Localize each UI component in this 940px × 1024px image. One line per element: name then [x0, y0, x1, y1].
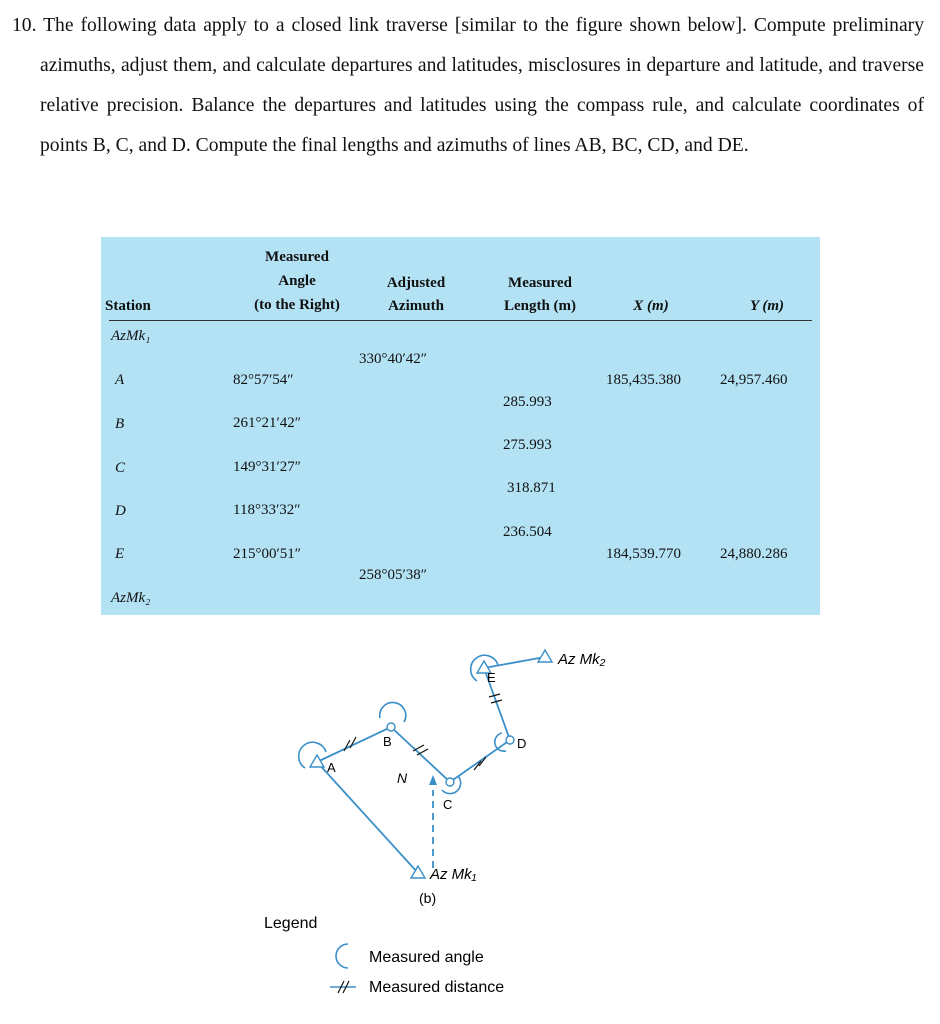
azimuth-azmk1-a: 330°40′42″ — [359, 351, 428, 367]
legend-angle-label: Measured angle — [369, 949, 484, 966]
length-bc: 275.993 — [503, 437, 552, 453]
station-b-circle-icon — [387, 723, 395, 731]
traverse-lines — [317, 657, 545, 873]
station-d: D — [115, 503, 126, 519]
angle-b: 261°21′42″ — [233, 415, 302, 431]
station-a: A — [115, 372, 125, 388]
station-c-circle-icon — [446, 778, 454, 786]
header-angle-line3: (to the Right) — [254, 297, 340, 313]
angle-arc-d — [495, 733, 506, 751]
legend-distance-label: Measured distance — [369, 979, 505, 996]
label-azmk1: Az Mk₁ — [430, 866, 477, 883]
label-b: B — [383, 734, 392, 749]
label-azmk2: Az Mk₂ — [558, 651, 606, 668]
header-x: X (m) — [633, 298, 669, 314]
legend-title: Legend — [264, 915, 318, 932]
label-north: N — [397, 770, 408, 786]
header-y: Y (m) — [749, 298, 784, 314]
coord-a-y: 24,957.460 — [720, 372, 788, 388]
angle-d: 118°33′32″ — [233, 502, 301, 518]
header-length-line1: Measured — [508, 275, 572, 291]
header-angle-line1: Measured — [265, 249, 329, 265]
header-angle-line2: Angle — [278, 273, 316, 289]
angle-a: 82°57′54″ — [233, 372, 294, 388]
header-azimuth-line2: Azimuth — [388, 298, 444, 314]
station-d-circle-icon — [506, 736, 514, 744]
station-c: C — [115, 460, 126, 476]
label-c: C — [443, 797, 453, 812]
coord-e-y: 24,880.286 — [720, 546, 788, 562]
legend-distance-icon — [330, 981, 356, 993]
station-b: B — [115, 416, 125, 432]
label-e: E — [487, 670, 496, 685]
north-arrow-icon — [429, 775, 437, 785]
station-a-triangle-icon — [310, 755, 324, 767]
angle-arc-b — [380, 702, 406, 722]
problem-text — [12, 6, 924, 166]
problem-body: The following data apply to a closed link traverse [similar to the figure shown below]. Compute preliminary azimuths, adjust them, and calculate departures and latitudes, misclosures in departure and latitude, and traverse relative precision. Balance the departures and latitudes using the compass rule, and calculate coordinates of points B, C, and D. Compute the final lengths and azimuths of lines AB, BC, CD, and DE. — [40, 15, 924, 156]
azmk2-triangle-icon — [538, 650, 552, 662]
angle-c: 149°31′27″ — [233, 459, 302, 475]
traverse-figure — [0, 620, 940, 1024]
station-azmk2: AzMk₂ — [111, 590, 151, 606]
label-d: D — [517, 736, 527, 751]
station-e: E — [115, 546, 125, 562]
tick-ab-1 — [344, 740, 350, 751]
line-ab — [317, 727, 391, 762]
problem-number: 10. — [12, 15, 37, 36]
coord-e-x: 184,539.770 — [606, 546, 681, 562]
angle-e: 215°00′51″ — [233, 546, 302, 562]
station-azmk1: AzMk₁ — [111, 328, 151, 344]
header-azimuth-line1: Adjusted — [386, 275, 446, 291]
azimuth-e-azmk2: 258°05′38″ — [359, 567, 428, 583]
length-ab: 285.993 — [503, 394, 552, 410]
line-cd — [450, 740, 510, 782]
length-cd: 318.871 — [507, 480, 556, 496]
header-station: Station — [105, 298, 151, 314]
tick-ab-2 — [350, 737, 356, 748]
coord-a-x: 185,435.380 — [606, 372, 681, 388]
length-de: 236.504 — [503, 524, 552, 540]
distance-ticks — [344, 694, 502, 770]
header-length-line2: Length (m) — [503, 298, 577, 314]
traverse-data-table — [101, 237, 820, 615]
problem-statement — [12, 6, 924, 166]
figure-caption: (b) — [419, 890, 437, 906]
legend-angle-icon — [336, 944, 348, 968]
header-divider — [109, 320, 812, 321]
label-a: A — [327, 760, 336, 775]
